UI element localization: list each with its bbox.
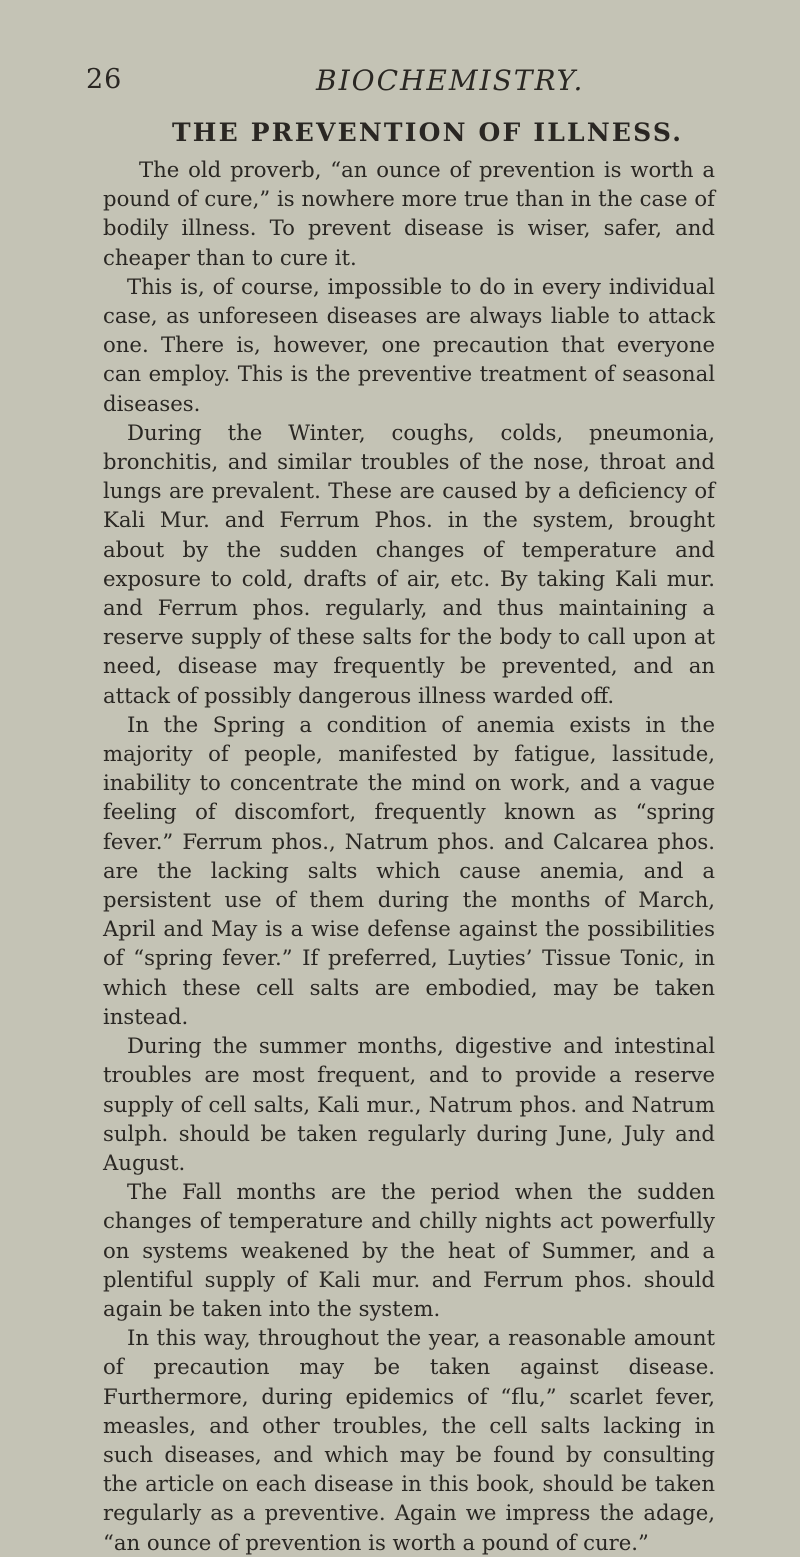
body-text: [103, 155, 715, 1557]
paragraph: In this way, throughout the year, a reasonable amount of precaution may be taken against disease. Furthermore, during epidemics of “flu,” scarlet fever, measles, and other troubles, the cell salts lacking in such diseases, and which may be found by consulting the article on each disease in this book, should be taken regularly as a preventive. Again we impress the adage, “an ounce of prevention is worth a pound of cure.”: [103, 1325, 715, 1555]
running-head: [86, 64, 716, 104]
paragraph: This is, of course, impossible to do in every individual case, as unforeseen diseases are always liable to attack one. There is, however, one precaution that everyone can employ. This is the preventive treatment of seasonal diseases.: [103, 273, 715, 416]
paragraph: During the summer months, digestive and intestinal troubles are most frequent, and to provide a reserve supply of cell salts, Kali mur., Natrum phos. and Natrum sulph. should be taken regularly during June, July and August.: [103, 1033, 715, 1175]
section-heading: THE PREVENTION OF ILLNESS.: [172, 118, 684, 147]
paragraph: The Fall months are the period when the sudden changes of temperature and chilly nights act powerfully on systems weakened by the heat of Summer, and a plentiful supply of Kali mur. and Ferrum phos. should again be taken into the system.: [103, 1179, 715, 1321]
paragraph: During the Winter, coughs, colds, pneumonia, bronchitis, and similar troubles of the nose, throat and lungs are prevalent. These are caused by a deficiency of Kali Mur. and Ferrum Phos. in the system, brought about by the sudden changes of temperature and exposure to cold, drafts of air, etc. By taking Kali mur. and Ferrum phos. regularly, and thus maintaining a reserve supply of these salts for the body to call upon at need, disease may frequently be prevented, and an attack of possibly dangerous illness warded off.: [103, 419, 715, 708]
paragraph: In the Spring a condition of anemia exists in the majority of people, manifested by fatigue, lassitude, inability to concentrate the mind on work, and a vague feeling of discomfort, frequently known as “spring fever.” Ferrum phos., Natrum phos. and Calcarea phos. are the lacking salts which cause anemia, and a persistent use of them during the months of March, April and May is a wise defense against the possibilities of “spring fever.” If preferred, Luyties’ Tissue Tonic, in which these cell salts are embodied, may be taken instead.: [103, 711, 715, 1029]
page-number: 26: [86, 64, 123, 95]
book-title: BIOCHEMISTRY.: [316, 64, 585, 97]
paragraph: The old proverb, “an ounce of prevention is worth a pound of cure,” is nowhere more true than in the case of bodily illness. To prevent disease is wiser, safer, and cheaper than to cure it.: [103, 157, 715, 270]
